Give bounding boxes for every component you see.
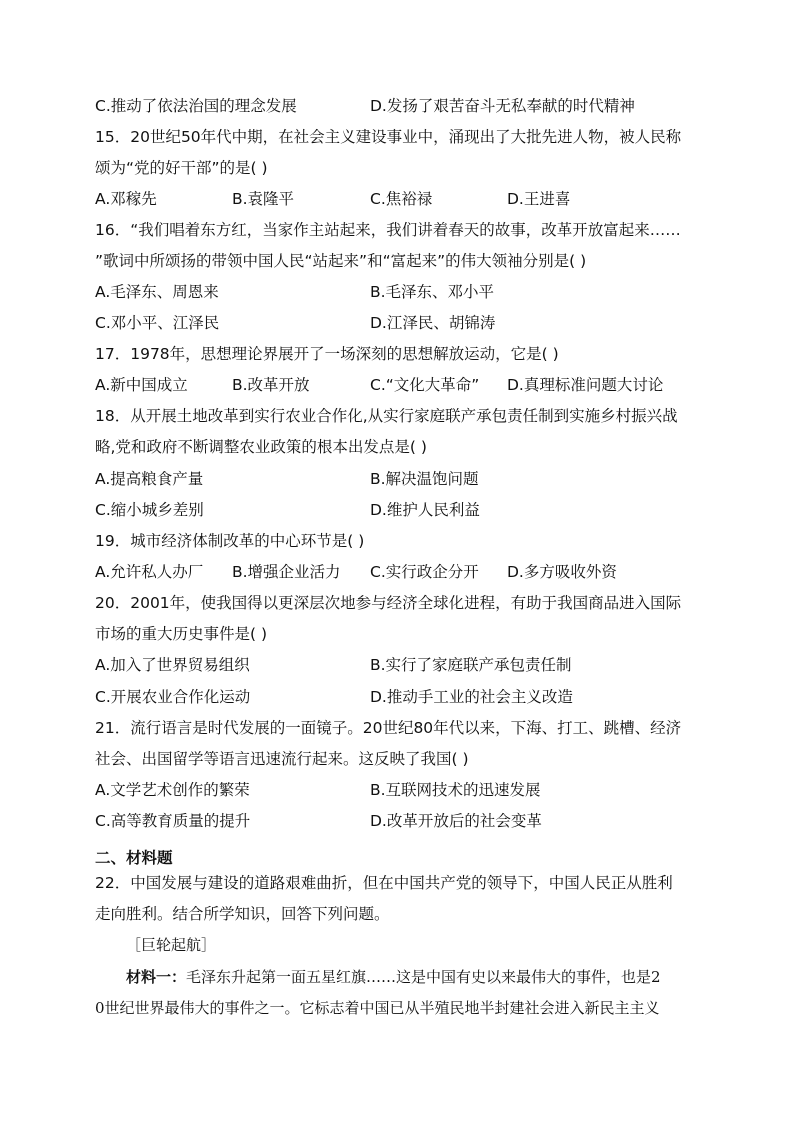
q21-stem-line2: 社会、出国留学等语言迅速流行起来。这反映了我国( ) (95, 750, 469, 768)
q17-option-d: D.真理标准问题大讨论 (507, 376, 664, 394)
q22-material-line1 (126, 966, 706, 988)
q22-material-lead: 材料一： (126, 968, 187, 986)
q20-stem-line2: 市场的重大历史事件是( ) (95, 625, 268, 643)
q22-stem-line1: 22．中国发展与建设的道路艰难曲折，但在中国共产党的领导下，中国人民正从胜利 (95, 874, 673, 892)
q16-stem-line2: ”歌词中所颂扬的带领中国人民“站起来”和“富起来”的伟大领袖分别是( ) (95, 252, 587, 270)
q16-option-d: D.江泽民、胡锦涛 (370, 314, 496, 332)
q17-option-b: B.改革开放 (232, 376, 310, 394)
q19-option-d: D.多方吸收外资 (507, 563, 617, 581)
q16-option-a: A.毛泽东、周恩来 (95, 283, 219, 301)
q18-option-b: B.解决温饱问题 (370, 470, 479, 488)
q19-stem-line1: 19．城市经济体制改革的中心环节是( ) (95, 532, 365, 550)
q19-option-c: C.实行政企分开 (370, 563, 479, 581)
q16-option-b: B.毛泽东、邓小平 (370, 283, 495, 301)
q16-stem-line1: 16．“我们唱着东方红，当家作主站起来，我们讲着春天的故事，改革开放富起来…… (95, 221, 681, 239)
q17-option-a: A.新中国成立 (95, 376, 188, 394)
q22-stem-line2: 走向胜利。结合所学知识，回答下列问题。 (95, 905, 390, 923)
q15-option-d: D.王进喜 (507, 190, 571, 208)
q18-stem-line1: 18．从开展土地改革到实行农业合作化,从实行家庭联产承包责任制到实施乡村振兴战 (95, 407, 678, 425)
q18-option-d: D.维护人民利益 (370, 501, 480, 519)
q14-option-d: D.发扬了艰苦奋斗无私奉献的时代精神 (370, 97, 635, 115)
q21-option-b: B.互联网技术的迅速发展 (370, 781, 541, 799)
q18-option-a: A.提高粮食产量 (95, 470, 204, 488)
q17-stem-line1: 17．1978年，思想理论界展开了一场深刻的思想解放运动，它是( ) (95, 345, 559, 363)
q18-stem-line2: 略,党和政府不断调整农业政策的根本出发点是( ) (95, 438, 427, 456)
q14-option-c: C.推动了依法治国的理念发展 (95, 97, 297, 115)
q22-material-text1: 毛泽东升起第一面五星红旗……这是中国有史以来最伟大的事件，也是2 (186, 968, 661, 986)
q21-option-a: A.文学艺术创作的繁荣 (95, 781, 250, 799)
q21-stem-line1: 21．流行语言是时代发展的一面镜子。20世纪80年代以来，下海、打工、跳槽、经济 (95, 719, 682, 737)
q20-option-a: A.加入了世界贸易组织 (95, 656, 250, 674)
q20-option-c: C.开展农业合作化运动 (95, 688, 251, 706)
q20-stem-line1: 20．2001年，使我国得以更深层次地参与经济全球化进程，有助于我国商品进入国际 (95, 594, 682, 612)
q17-option-c: C.“文化大革命” (370, 376, 480, 394)
q19-option-a: A.允许私人办厂 (95, 563, 204, 581)
q18-option-c: C.缩小城乡差别 (95, 501, 204, 519)
q15-option-c: C.焦裕禄 (370, 190, 433, 208)
q20-option-b: B.实行了家庭联产承包责任制 (370, 656, 572, 674)
q21-option-c: C.高等教育质量的提升 (95, 812, 251, 830)
q15-stem-line1: 15．20世纪50年代中期，在社会主义建设事业中，涌现出了大批先进人物，被人民称 (95, 128, 682, 146)
q22-material-line2: 0世纪世界最伟大的事件之一。它标志着中国已从半殖民地半封建社会进入新民主主义 (95, 999, 660, 1017)
q15-option-a: A.邓稼先 (95, 190, 157, 208)
q19-option-b: B.增强企业活力 (232, 563, 341, 581)
section-title-material: 二、材料题 (95, 849, 173, 867)
q15-option-b: B.袁隆平 (232, 190, 295, 208)
q21-option-d: D.改革开放后的社会变革 (370, 812, 542, 830)
q20-option-d: D.推动手工业的社会主义改造 (370, 688, 573, 706)
q16-option-c: C.邓小平、江泽民 (95, 314, 220, 332)
q22-subheading: ［巨轮起航］ (126, 936, 217, 954)
q15-stem-line2: 颂为“党的好干部”的是( ) (95, 159, 268, 177)
